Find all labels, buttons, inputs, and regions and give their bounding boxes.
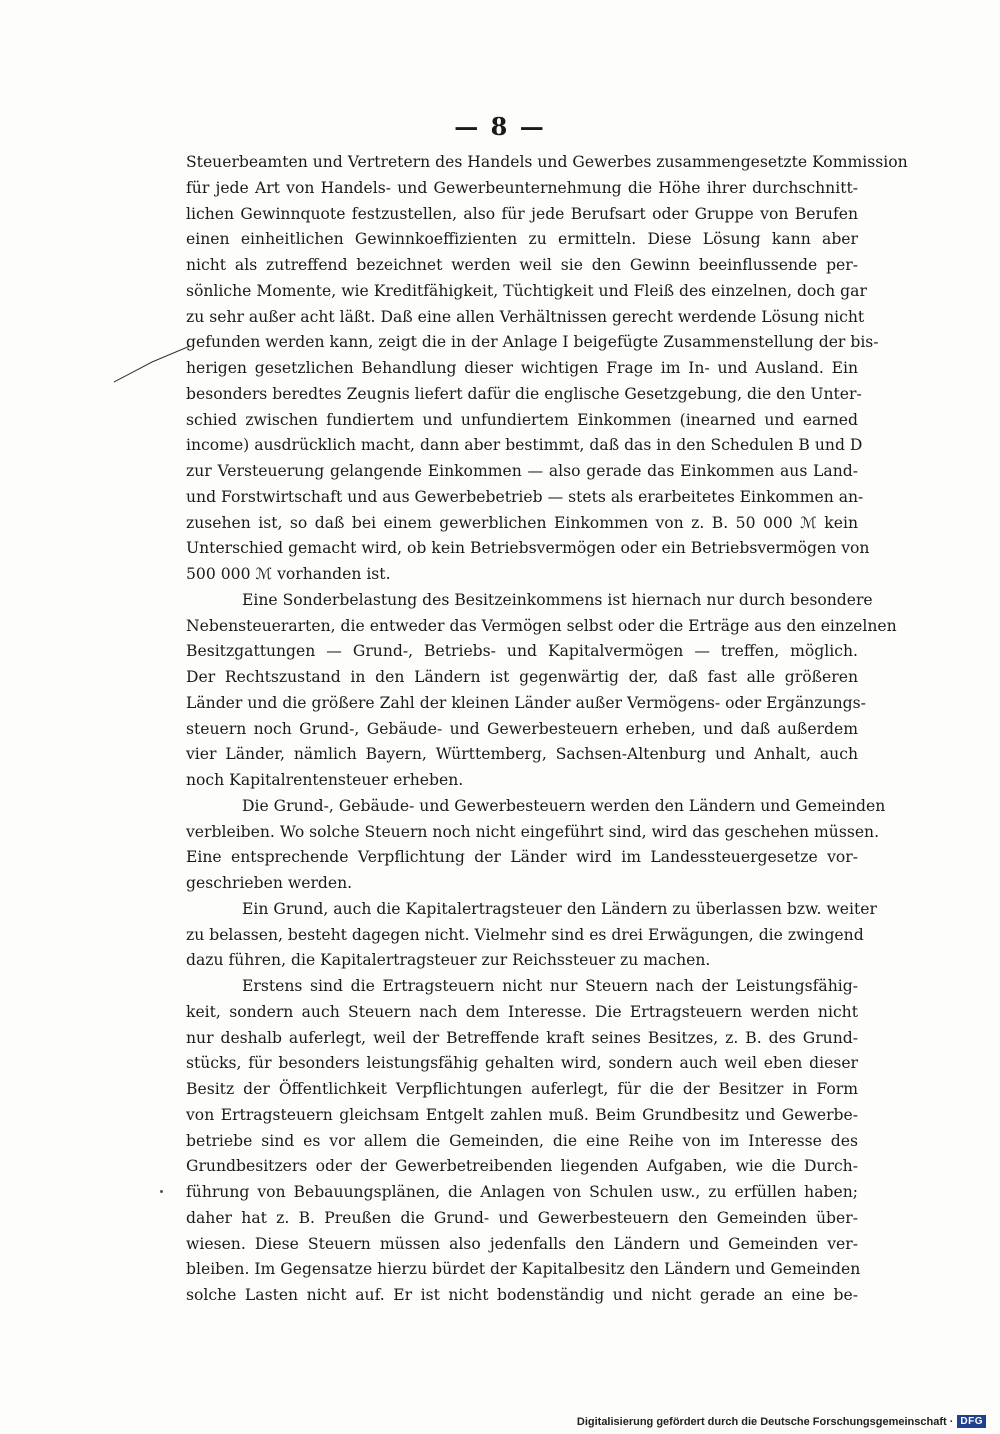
dfg-logo: DFG <box>957 1415 986 1428</box>
text-line: gefunden werden kann, zeigt die in der Anlage I beigefügte Zusammenstellung der bis- <box>186 333 879 352</box>
text-line: Nebensteuerarten, die entweder das Vermögen selbst oder die Erträge aus den einzelnen <box>186 616 897 635</box>
text-line: Grundbesitzers oder der Gewerbetreibenden liegenden Aufgaben, wie die Durch- <box>186 1157 858 1176</box>
text-line: 500 000 ℳ vorhanden ist. <box>186 565 391 583</box>
text-line: Besitzgattungen — Grund-, Betriebs- und Kapitalvermögen — treffen, möglich. <box>186 642 858 661</box>
text-line: Besitz der Öffentlichkeit Verpflichtungen auferlegt, für die der Besitzer in Form <box>186 1080 858 1098</box>
text-line: Die Grund-, Gebäude- und Gewerbesteuern werden den Ländern und Gemeinden <box>242 796 886 815</box>
paragraph <box>186 588 897 794</box>
text-line: vier Länder, nämlich Bayern, Württemberg, Sachsen-Altenburg und Anhalt, auch <box>186 745 858 764</box>
paragraph <box>186 794 886 897</box>
text-line: einen einheitlichen Gewinnkoeffizienten zu ermitteln. Diese Lösung kann aber <box>186 230 858 249</box>
text-line: geschrieben werden. <box>186 874 353 892</box>
text-line: steuern noch Grund-, Gebäude- und Gewerbesteuern erheben, und daß außerdem <box>186 719 858 738</box>
text-line: Länder und die größere Zahl der kleinen Länder außer Vermögens- oder Ergänzungs- <box>186 693 866 712</box>
text-line: daher hat z. B. Preußen die Grund- und Gewerbesteuern den Gemeinden über- <box>186 1208 858 1227</box>
paragraph <box>186 150 908 588</box>
text-line: nur deshalb auferlegt, weil der Betreffende kraft seines Besitzes, z. B. des Grund- <box>186 1028 858 1047</box>
text-line: noch Kapitalrentensteuer erheben. <box>186 771 464 789</box>
text-line: nicht als zutreffend bezeichnet werden weil sie den Gewinn beeinflussende per- <box>186 256 858 274</box>
body-text <box>186 150 908 1309</box>
text-line: Erstens sind die Ertragsteuern nicht nur Steuern nach der Leistungsfähig- <box>242 977 858 995</box>
paragraph <box>186 974 861 1309</box>
text-line: stücks, für besonders leistungsfähig gehalten wird, sondern auch weil eben dieser <box>186 1054 858 1073</box>
text-line: schied zwischen fundiertem und unfundiertem Einkommen (inearned und earned <box>186 410 858 429</box>
text-line: besonders beredtes Zeugnis liefert dafür die englische Gesetzgebung, die den Unter- <box>186 384 862 403</box>
text-line: herigen gesetzlichen Behandlung dieser wichtigen Frage im In- und Ausland. Ein <box>186 359 858 377</box>
text-line: Der Rechtszustand in den Ländern ist gegenwärtig der, daß fast alle größeren <box>186 668 858 686</box>
text-line: und Forstwirtschaft und aus Gewerbebetrieb — stets als erarbeitetes Einkommen an- <box>186 487 864 506</box>
text-line: Eine Sonderbelastung des Besitzeinkommens ist hiernach nur durch besondere <box>242 590 873 609</box>
margin-pencil-mark <box>112 340 192 385</box>
text-line: Ein Grund, auch die Kapitalertragsteuer den Ländern zu überlassen bzw. weiter <box>242 899 877 918</box>
text-line: wiesen. Diese Steuern müssen also jedenfalls den Ländern und Gemeinden ver- <box>186 1234 858 1253</box>
text-line: betriebe sind es vor allem die Gemeinden, die eine Reihe von im Interesse des <box>186 1131 858 1150</box>
text-line: solche Lasten nicht auf. Er ist nicht bodenständig und nicht gerade an eine be- <box>186 1286 858 1304</box>
text-line: keit, sondern auch Steuern nach dem Interesse. Die Ertragsteuern werden nicht <box>186 1002 858 1021</box>
text-line: zu sehr außer acht läßt. Daß eine allen Verhältnissen gerecht werdende Lösung nicht <box>186 307 865 326</box>
text-line: Unterschied gemacht wird, ob kein Betriebsvermögen oder ein Betriebsvermögen von <box>186 539 870 558</box>
text-line: dazu führen, die Kapitalertragsteuer zur Reichssteuer zu machen. <box>186 951 711 970</box>
text-line: bleiben. Im Gegensatze hierzu bürdet der Kapitalbesitz den Ländern und Gemeinden <box>186 1260 861 1279</box>
text-line: zu belassen, besteht dagegen nicht. Vielmehr sind es drei Erwägungen, die zwingend <box>186 925 864 944</box>
text-line: von Ertragsteuern gleichsam Entgelt zahlen muß. Beim Grundbesitz und Gewerbe- <box>186 1105 858 1124</box>
page-number: — 8 — <box>454 112 546 141</box>
text-line: lichen Gewinnquote festzustellen, also für jede Berufsart oder Gruppe von Berufen <box>186 204 858 223</box>
text-line: für jede Art von Handels- und Gewerbeunternehmung die Höhe ihrer durchschnitt- <box>186 178 858 197</box>
text-line: Eine entsprechende Verpflichtung der Länder wird im Landessteuergesetze vor- <box>186 848 858 867</box>
digitization-footer <box>577 1415 986 1428</box>
text-line: Steuerbeamten und Vertretern des Handels und Gewerbes zusammengesetzte Kommission <box>186 153 908 171</box>
footer-text: Digitalisierung gefördert durch die Deutsche Forschungsgemeinschaft · <box>576 1415 954 1428</box>
text-line: zusehen ist, so daß bei einem gewerblichen Einkommen von z. B. 50 000 ℳ kein <box>186 513 858 532</box>
text-line: sönliche Momente, wie Kreditfähigkeit, Tüchtigkeit und Fleiß des einzelnen, doch gar <box>186 281 867 300</box>
text-line: zur Versteuerung gelangende Einkommen — also gerade das Einkommen aus Land- <box>186 462 858 480</box>
paragraph <box>186 897 877 974</box>
text-line: führung von Bebauungsplänen, die Anlagen von Schulen usw., zu erfüllen haben; <box>186 1183 858 1201</box>
text-line: verbleiben. Wo solche Steuern noch nicht eingeführt sind, wird das geschehen müssen. <box>186 822 880 841</box>
margin-dot <box>160 1190 163 1193</box>
text-line: income) ausdrücklich macht, dann aber bestimmt, daß das in den Schedulen B und D <box>186 436 863 455</box>
